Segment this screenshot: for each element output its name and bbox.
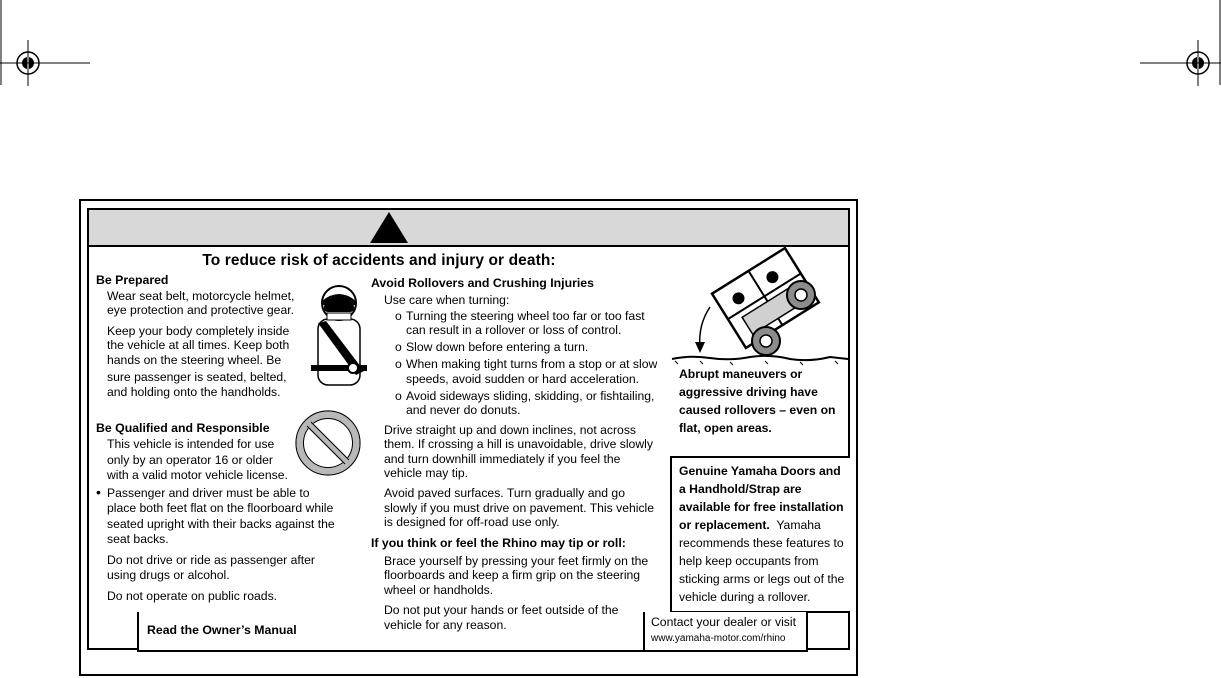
bullet-marker: o	[395, 357, 402, 371]
inclines-line: Drive straight up and down inclines, not across	[384, 423, 637, 437]
inclines-line: vehicle may tip.	[384, 466, 468, 480]
be-prepared-line: Keep your body completely inside	[107, 324, 290, 338]
be-prepared-line: hands on the steering wheel. Be	[107, 353, 282, 367]
tight-turns-bullet-line: When making tight turns from a stop or at slow	[406, 357, 658, 371]
be-qualified-line: seat backs.	[107, 532, 169, 546]
turning-bullet-line: can result in a rollover or loss of control.	[406, 323, 622, 337]
doors-normal-line: help keep occupants from	[679, 554, 819, 568]
tip-roll-heading: If you think or feel the Rhino may tip or roll:	[371, 536, 626, 550]
doors-mixed-normal: Yamaha	[769, 518, 821, 532]
inclines-line: and turn downhill immediately if you feel the	[384, 452, 621, 466]
warning-triangle-icon	[369, 211, 409, 244]
turning-bullet-line: Turning the steering wheel too far or too fast	[406, 309, 645, 323]
crop-line-right-icon	[1140, 62, 1221, 64]
be-prepared-line: Wear seat belt, motorcycle helmet,	[107, 289, 295, 303]
be-qualified-line: seated upright with their backs against the	[107, 517, 335, 531]
be-qualified-line: Do not operate on public roads.	[107, 589, 278, 603]
bullet-marker: o	[395, 309, 402, 323]
be-qualified-line: Do not drive or ride as passenger after	[107, 553, 315, 567]
be-qualified-line: Passenger and driver must be able to	[107, 486, 310, 500]
be-prepared-line: eye protection and protective gear.	[107, 303, 294, 317]
hands-line: vehicle for any reason.	[384, 618, 507, 632]
slow-down-bullet-line: Slow down before entering a turn.	[406, 340, 589, 354]
tight-turns-bullet-line: speeds, avoid sudden or hard acceleration.	[406, 372, 640, 386]
be-qualified-line: with a valid motor vehicle license.	[107, 468, 288, 482]
be-qualified-heading: Be Qualified and Responsible	[96, 421, 270, 435]
inclines-line: them. If crossing a hill is unavoidable, drive slowly	[384, 437, 653, 451]
rollover-caption-line: caused rollovers – even on	[679, 403, 836, 417]
doors-mixed-bold: or replacement.	[679, 518, 770, 532]
doors-bold-line: available for free installation	[679, 500, 844, 514]
crop-line-left-icon	[0, 62, 90, 64]
paved-line: slowly if you must drive on pavement. This vehicle	[384, 501, 655, 515]
crop-line-left-vertical-icon	[0, 0, 2, 85]
doors-normal-line: sticking arms or legs out of the	[679, 572, 845, 586]
yamaha-url-link[interactable]: www.yamaha-motor.com/rhino	[651, 633, 786, 644]
helmeted-person-seatbelt-icon	[308, 283, 370, 387]
doors-mixed-line	[679, 516, 821, 534]
contact-dealer-text: Contact your dealer or visit	[651, 615, 796, 629]
doors-normal-line: vehicle during a rollover.	[679, 590, 811, 604]
brace-line: floorboards and keep a firm grip on the steering	[384, 568, 641, 582]
be-prepared-line: sure passenger is seated, belted,	[107, 370, 287, 384]
be-qualified-line: using drugs or alcohol.	[107, 568, 230, 582]
rollover-caption-line: Abrupt maneuvers or	[679, 367, 803, 381]
rollover-caption-line: flat, open areas.	[679, 421, 772, 435]
doors-normal-line: recommends these features to	[679, 536, 844, 550]
bullet-marker: o	[395, 340, 402, 354]
paved-line: is designed for off-road use only.	[384, 515, 560, 529]
label-title: To reduce risk of accidents and injury or death:	[202, 252, 556, 269]
rollover-caption-line: aggressive driving have	[679, 385, 818, 399]
brace-line: wheel or handholds.	[384, 583, 494, 597]
paved-line: Avoid paved surfaces. Turn gradually and go	[384, 486, 625, 500]
be-prepared-heading: Be Prepared	[96, 273, 169, 287]
vehicle-rollover-icon	[670, 245, 850, 367]
bullet-marker: o	[395, 389, 402, 403]
be-prepared-line: the vehicle at all times. Keep both	[107, 338, 290, 352]
bullet-icon: •	[96, 484, 101, 500]
hands-line: Do not put your hands or feet outside of the	[384, 603, 619, 617]
sliding-bullet-line: Avoid sideways sliding, skidding, or fishtailing,	[406, 389, 655, 403]
avoid-rollovers-heading: Avoid Rollovers and Crushing Injuries	[371, 276, 594, 290]
be-qualified-line: place both feet flat on the floorboard while	[107, 501, 334, 515]
warning-header-bar	[87, 208, 850, 247]
use-care-text: Use care when turning:	[384, 293, 510, 307]
doors-bold-line: Genuine Yamaha Doors and	[679, 464, 841, 478]
be-prepared-line: and holding onto the handholds.	[107, 385, 281, 399]
be-qualified-line: This vehicle is intended for use	[107, 437, 275, 451]
brace-line: Brace yourself by pressing your feet firmly on the	[384, 554, 649, 568]
prohibition-sign-icon	[292, 407, 364, 479]
doors-bold-line: a Handhold/Strap are	[679, 482, 802, 496]
sliding-bullet-line: and never do donuts.	[406, 403, 521, 417]
owners-manual-text: Read the Owner’s Manual	[147, 623, 297, 637]
be-qualified-line: only by an operator 16 or older	[107, 453, 273, 467]
